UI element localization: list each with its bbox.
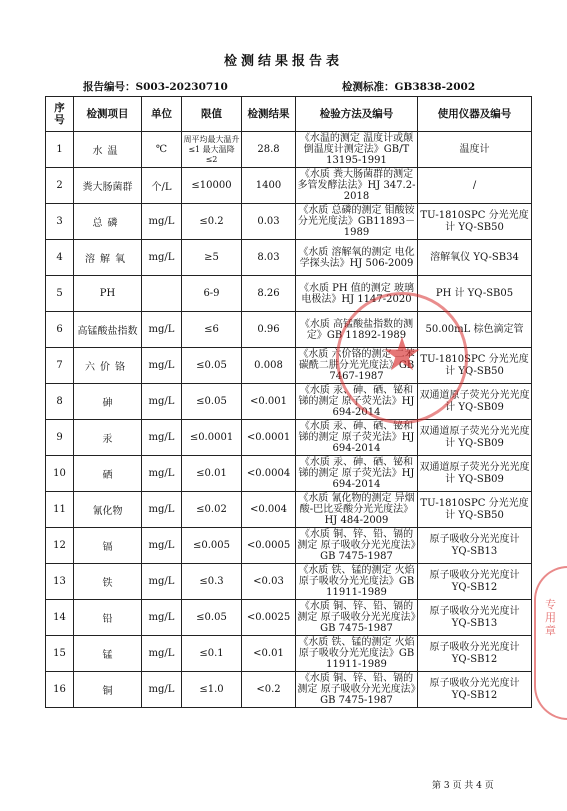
row-item: 高锰酸盐指数 xyxy=(74,312,142,348)
row-item: 水温 xyxy=(74,132,142,168)
table-row xyxy=(46,492,532,528)
row-no: 3 xyxy=(46,204,74,240)
row-limit: ≤0.005 xyxy=(182,528,242,564)
header-no: 序号 xyxy=(46,97,74,132)
table-header-row xyxy=(46,97,532,132)
row-unit xyxy=(142,276,182,312)
row-unit: mg/L xyxy=(142,492,182,528)
row-limit: ≤0.3 xyxy=(182,564,242,600)
row-item: 镉 xyxy=(74,528,142,564)
row-method: 《水质 铁、锰的测定 火焰原子吸收分光光度法》GB 11911-1989 xyxy=(296,636,418,672)
row-instrument: TU-1810SPC 分光光度计 YQ-SB50 xyxy=(418,348,532,384)
row-unit: mg/L xyxy=(142,564,182,600)
header-instrument: 使用仪器及编号 xyxy=(418,97,532,132)
row-result: 0.96 xyxy=(242,312,296,348)
row-instrument: TU-1810SPC 分光光度计 YQ-SB50 xyxy=(418,492,532,528)
table-row xyxy=(46,600,532,636)
row-result: 8.03 xyxy=(242,240,296,276)
row-instrument: 双通道原子荧光分光光度计 YQ-SB09 xyxy=(418,456,532,492)
row-method: 《水质 总磷的测定 钼酸铵分光光度法》GB11893－1989 xyxy=(296,204,418,240)
row-limit: ≤0.02 xyxy=(182,492,242,528)
row-no: 13 xyxy=(46,564,74,600)
row-result: <0.001 xyxy=(242,384,296,420)
row-result: 8.26 xyxy=(242,276,296,312)
row-item: 砷 xyxy=(74,384,142,420)
row-item: 铜 xyxy=(74,672,142,708)
row-no: 7 xyxy=(46,348,74,384)
row-result: <0.0004 xyxy=(242,456,296,492)
row-method: 《水质 高锰酸盐指数的测定》GB 11892-1989 xyxy=(296,312,418,348)
row-result: <0.03 xyxy=(242,564,296,600)
row-instrument: 溶解氧仪 YQ-SB34 xyxy=(418,240,532,276)
row-item: PH xyxy=(74,276,142,312)
header-item: 检测项目 xyxy=(74,97,142,132)
row-limit: ≤10000 xyxy=(182,168,242,204)
row-instrument: 原子吸收分光光度计 YQ-SB12 xyxy=(418,672,532,708)
row-method: 《水质 铜、锌、铅、镉的测定 原子吸收分光光度法》GB 7475-1987 xyxy=(297,673,416,706)
row-result: <0.0001 xyxy=(242,420,296,456)
row-limit: ≤0.05 xyxy=(182,384,242,420)
row-method: 《水质 氰化物的测定 异烟酸-巴比妥酸分光光度法》HJ 484-2009 xyxy=(296,492,418,528)
row-unit: mg/L xyxy=(142,348,182,384)
row-limit: ≤6 xyxy=(182,312,242,348)
row-unit: ℃ xyxy=(142,132,182,168)
row-no: 9 xyxy=(46,420,74,456)
row-method: 《水质 汞、砷、硒、铋和锑的测定 原子荧光法》HJ 694-2014 xyxy=(296,384,418,420)
row-limit: ≤0.2 xyxy=(182,204,242,240)
row-no: 4 xyxy=(46,240,74,276)
row-no: 12 xyxy=(46,528,74,564)
row-unit: mg/L xyxy=(142,312,182,348)
row-no: 8 xyxy=(46,384,74,420)
header-limit: 限值 xyxy=(182,97,242,132)
row-method: 《水温的测定 温度计或颠倒温度计测定法》GB/T 13195-1991 xyxy=(296,132,418,168)
row-result: <0.2 xyxy=(242,672,296,708)
row-unit: mg/L xyxy=(142,456,182,492)
table-row xyxy=(46,672,532,708)
table-row xyxy=(46,168,532,204)
row-unit: mg/L xyxy=(142,204,182,240)
row-instrument: 双通道原子荧光分光光度计 YQ-SB09 xyxy=(418,384,532,420)
row-instrument: TU-1810SPC 分光光度计 YQ-SB50 xyxy=(418,204,532,240)
row-item: 汞 xyxy=(74,420,142,456)
row-item: 总磷 xyxy=(74,204,142,240)
seam-seal xyxy=(534,566,567,720)
row-result: <0.0005 xyxy=(242,528,296,564)
row-instrument: 双通道原子荧光分光光度计 YQ-SB09 xyxy=(418,420,532,456)
row-item: 硒 xyxy=(74,456,142,492)
row-result: <0.0025 xyxy=(242,600,296,636)
row-instrument: 原子吸收分光光度计 YQ-SB13 xyxy=(418,600,532,636)
row-unit: mg/L xyxy=(142,384,182,420)
star-seal-icon: ★ xyxy=(381,327,423,381)
row-method: 《水质 汞、砷、硒、铋和锑的测定 原子荧光法》HJ 694-2014 xyxy=(296,420,418,456)
row-item: 铁 xyxy=(74,564,142,600)
table-row xyxy=(46,132,532,168)
row-no: 5 xyxy=(46,276,74,312)
row-method: 《水质 铁、锰的测定 火焰原子吸收分光光度法》GB 11911-1989 xyxy=(296,564,418,600)
row-item: 锰 xyxy=(74,636,142,672)
row-item: 六价铬 xyxy=(74,348,142,384)
row-result: <0.004 xyxy=(242,492,296,528)
row-instrument: 原子吸收分光光度计 YQ-SB12 xyxy=(418,636,532,672)
row-instrument: 原子吸收分光光度计 YQ-SB12 xyxy=(418,564,532,600)
row-unit: 个/L xyxy=(142,168,182,204)
row-limit: 周平均最大温升≤1 最大温降≤2 xyxy=(182,132,242,168)
row-limit: ≤0.05 xyxy=(182,600,242,636)
row-method: 《水质 铜、锌、铅、镉的测定 原子吸收分光光度法》GB 7475-1987 xyxy=(297,529,416,562)
row-method: 《水质 铜、锌、铅、镉的测定 原子吸收分光光度法》GB 7475-1987 xyxy=(297,601,416,634)
row-method: 《水质 PH 值的测定 玻璃电极法》HJ 1147-2020 xyxy=(296,276,418,312)
row-unit: mg/L xyxy=(142,528,182,564)
table-row xyxy=(46,528,532,564)
test-standard: 检测标准：GB3838-2002 xyxy=(342,81,476,93)
row-result: 0.03 xyxy=(242,204,296,240)
header-method: 检验方法及编号 xyxy=(296,97,418,132)
row-limit: 6-9 xyxy=(182,276,242,312)
table-row xyxy=(46,564,532,600)
inspection-stamp xyxy=(336,292,468,424)
row-instrument: / xyxy=(418,168,532,204)
row-limit: ≤0.1 xyxy=(182,636,242,672)
table-row xyxy=(46,456,532,492)
row-limit: ≤0.0001 xyxy=(182,420,242,456)
row-limit: ≤0.05 xyxy=(182,348,242,384)
row-unit: mg/L xyxy=(142,420,182,456)
row-result: <0.01 xyxy=(242,636,296,672)
row-no: 2 xyxy=(46,168,74,204)
page-footer: 第 3 页 共 4 页 xyxy=(432,781,494,791)
results-table xyxy=(45,96,532,708)
row-unit: mg/L xyxy=(142,636,182,672)
row-result: 0.008 xyxy=(242,348,296,384)
table-row xyxy=(46,420,532,456)
row-limit: ≤0.01 xyxy=(182,456,242,492)
row-no: 15 xyxy=(46,636,74,672)
row-item: 氰化物 xyxy=(74,492,142,528)
row-instrument: 50.00mL 棕色滴定管 xyxy=(418,312,532,348)
row-instrument: 温度计 xyxy=(418,132,532,168)
row-unit: mg/L xyxy=(142,672,182,708)
row-no: 11 xyxy=(46,492,74,528)
row-limit: ≤1.0 xyxy=(182,672,242,708)
table-row xyxy=(46,240,532,276)
table-row xyxy=(46,636,532,672)
report-number: 报告编号：S003-20230710 xyxy=(83,81,228,93)
row-method: 《水质 溶解氧的测定 电化学探头法》HJ 506-2009 xyxy=(296,240,418,276)
row-method: 《水质 汞、砷、硒、铋和锑的测定 原子荧光法》HJ 694-2014 xyxy=(296,456,418,492)
header-result: 检测结果 xyxy=(242,97,296,132)
row-limit: ≥5 xyxy=(182,240,242,276)
row-item: 粪大肠菌群 xyxy=(74,168,142,204)
row-no: 1 xyxy=(46,132,74,168)
table-row xyxy=(46,204,532,240)
row-method: 《水质 六价铬的测定 二苯碳酰二肼分光光度法》GB 7467-1987 xyxy=(296,348,418,384)
row-no: 16 xyxy=(46,672,74,708)
row-instrument: 原子吸收分光光度计 YQ-SB13 xyxy=(418,528,532,564)
table-row xyxy=(46,276,532,312)
row-item: 铅 xyxy=(74,600,142,636)
row-unit: mg/L xyxy=(142,600,182,636)
row-instrument: PH 计 YQ-SB05 xyxy=(418,276,532,312)
report-title: 检测结果报告表 xyxy=(223,54,343,69)
header-unit: 单位 xyxy=(142,97,182,132)
seal-text: 专用章 xyxy=(545,598,556,637)
row-result: 28.8 xyxy=(242,132,296,168)
row-result: 1400 xyxy=(242,168,296,204)
row-no: 14 xyxy=(46,600,74,636)
row-item: 溶解氧 xyxy=(74,240,142,276)
row-unit: mg/L xyxy=(142,240,182,276)
row-no: 6 xyxy=(46,312,74,348)
row-no: 10 xyxy=(46,456,74,492)
row-method: 《水质 粪大肠菌群的测定 多管发酵法法》HJ 347.2-2018 xyxy=(296,168,418,204)
